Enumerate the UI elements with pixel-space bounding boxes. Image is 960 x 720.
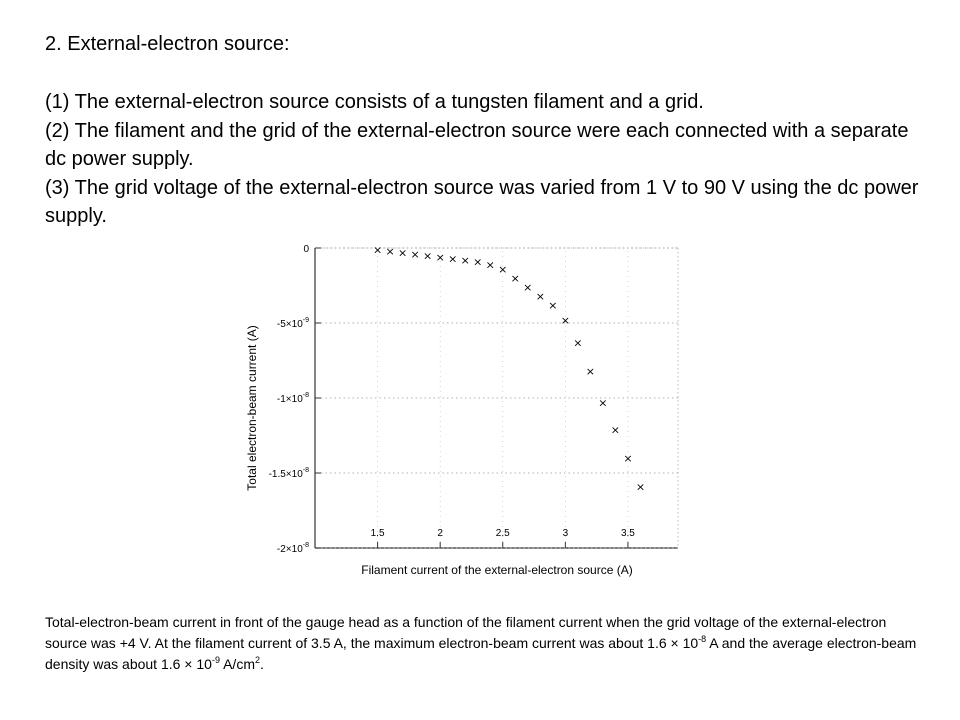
data-point: × xyxy=(410,248,420,261)
figure-caption xyxy=(45,612,925,675)
data-point: × xyxy=(535,290,545,303)
data-point: × xyxy=(460,254,470,267)
x-tick-label: 1.5 xyxy=(370,528,385,539)
data-point: × xyxy=(623,452,633,465)
data-point: × xyxy=(398,246,408,260)
y-tick-label: $-2\times 10^{-8}$ xyxy=(276,542,309,555)
x-tick-label: 3.5 xyxy=(620,528,635,539)
data-point: × xyxy=(498,263,508,276)
data-point: × xyxy=(573,336,583,350)
chart-canvas xyxy=(230,236,680,598)
section-heading: 2. External-electron source: xyxy=(45,33,290,55)
caption-text-2: A and the average electron-beam density was about 1.6 × 10 xyxy=(45,635,917,672)
data-point: × xyxy=(423,249,433,263)
caption-exponent-1: -8 xyxy=(698,634,707,644)
data-point: × xyxy=(585,365,595,378)
data-point: × xyxy=(473,255,483,269)
data-point: × xyxy=(610,423,621,437)
description-item: (2) The filament and the grid of the external-electron source were each connected with a separate dc power supply. xyxy=(45,119,909,170)
data-point: × xyxy=(560,314,570,327)
y-axis-title: Total electron-beam current (A) xyxy=(245,325,259,491)
description-item: (3) The grid voltage of the external-electron source was varied from 1 V to 90 V using the dc power supply. xyxy=(45,176,919,227)
x-tick-label: 2.5 xyxy=(495,528,510,539)
caption-text-3: A/cm xyxy=(219,656,255,672)
beam-current-chart xyxy=(230,236,680,598)
data-point: × xyxy=(372,243,383,257)
caption-exponent-2: -9 xyxy=(211,655,220,665)
y-tick-label: $-1\times 10^{-8}$ xyxy=(276,392,309,405)
data-point: × xyxy=(448,252,458,266)
data-point: × xyxy=(385,245,395,258)
caption-text-1: Total-electron-beam current in front of the gauge head as a function of the filament current when the grid voltage of the external-electron source was +4 V. At the filament current of 3.5 A, the maximum electron-beam current was about 1.6 × 10 xyxy=(45,614,887,651)
caption-exponent-3: 2 xyxy=(254,655,260,665)
y-tick-label: $-5\times 10^{-9}$ xyxy=(276,317,309,330)
caption-text-4: . xyxy=(260,656,264,672)
data-point: × xyxy=(548,299,558,312)
x-tick-label: 2 xyxy=(437,528,443,539)
x-axis-title: Filament current of the external-electron source (A) xyxy=(361,563,633,577)
data-point: × xyxy=(598,396,608,410)
data-point: × xyxy=(435,251,445,264)
description-item: (1) The external-electron source consists of a tungsten filament and a grid. xyxy=(45,91,704,113)
x-tick-label: 3 xyxy=(562,528,569,539)
data-point: × xyxy=(485,258,495,272)
data-point: × xyxy=(635,480,646,494)
data-point: × xyxy=(523,281,533,294)
y-tick-label: 0 xyxy=(303,244,309,255)
y-tick-label: $-1.5\times 10^{-8}$ xyxy=(268,467,309,480)
data-point: × xyxy=(510,272,520,285)
description-list xyxy=(45,88,925,231)
